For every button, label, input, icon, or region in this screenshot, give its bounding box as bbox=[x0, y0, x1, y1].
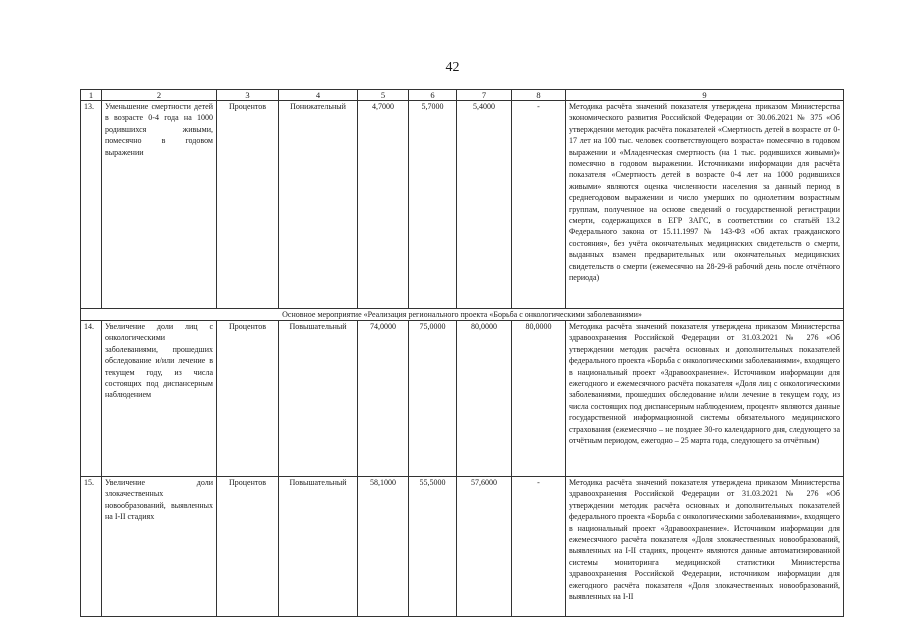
direction-cell: Понижательный bbox=[279, 101, 358, 309]
header-cell: 9 bbox=[566, 90, 844, 101]
indicator-name: Увеличение доли лиц с онкологическими заболеваниями, прошедших обследование и/или лечение в текущем году, из числа состоящих под диспансерным наблюдением bbox=[102, 321, 217, 477]
table-row bbox=[81, 477, 844, 617]
page-number: 42 bbox=[445, 60, 460, 75]
value-col8: - bbox=[512, 101, 566, 309]
value-col5: 4,7000 bbox=[358, 101, 409, 309]
header-cell: 6 bbox=[409, 90, 457, 101]
value-col6: 5,7000 bbox=[409, 101, 457, 309]
header-cell: 1 bbox=[81, 90, 102, 101]
value-col5: 58,1000 bbox=[358, 477, 409, 617]
row-number: 14. bbox=[81, 321, 102, 477]
section-title: Основное мероприятие «Реализация регионального проекта «Борьба с онкологическими заболеваниями» bbox=[81, 309, 844, 321]
header-cell: 8 bbox=[512, 90, 566, 101]
table-row bbox=[81, 321, 844, 477]
row-number: 13. bbox=[81, 101, 102, 309]
method-cell: Методика расчёта значений показателя утверждена приказом Министерства экономического развития Российской Федерации от 30.06.2021 № 375 «Об утверждении методик расчёта показателей «Смертность детей в возрасте от 0-17 лет на 100 тыс. человек соответствующего возраста» помесячно в годовом выражении и «Младенческая смертность (на 1 тыс. родившихся живыми)» помесячно в годовом выражении. Источниками информации для расчёта показателя «Смертность детей в возрасте 0-4 лет на 1000 родившихся живыми» являются оценка численности населения за данный период в среднегодовом выражении и число умерших по однолетним возрастным группам, полученное на основе сведений о государственной регистрации смерти, содержащихся в ЕГР ЗАГС, в соответствии со статьёй 13.2 Федерального закона от 15.11.1997 № 143-ФЗ «Об актах гражданского состояния», без учёта окончательных медицинских свидетельств о смерти, выданных взамен предварительных или окончательных медицинских свидетельств о смерти (ежемесячно на 28-29-й рабочий день после отчётного периода) bbox=[566, 101, 844, 309]
indicator-name: Уменьшение смертности детей в возрасте 0-4 года на 1000 родившихся живыми, помесячно в годовом выражении bbox=[102, 101, 217, 309]
value-col7: 80,0000 bbox=[457, 321, 512, 477]
direction-cell: Повышательный bbox=[279, 321, 358, 477]
section-row bbox=[81, 309, 844, 321]
header-cell: 7 bbox=[457, 90, 512, 101]
header-row bbox=[81, 90, 844, 101]
header-cell: 5 bbox=[358, 90, 409, 101]
direction-cell: Повышательный bbox=[279, 477, 358, 617]
table-row bbox=[81, 101, 844, 309]
unit-cell: Процентов bbox=[217, 101, 279, 309]
header-cell: 3 bbox=[217, 90, 279, 101]
indicator-name: Увеличение доли злокачественных новообразований, выявленных на I-II стадиях bbox=[102, 477, 217, 617]
header-cell: 2 bbox=[102, 90, 217, 101]
value-col8: - bbox=[512, 477, 566, 617]
unit-cell: Процентов bbox=[217, 477, 279, 617]
value-col7: 5,4000 bbox=[457, 101, 512, 309]
header-cell: 4 bbox=[279, 90, 358, 101]
value-col5: 74,0000 bbox=[358, 321, 409, 477]
value-col8: 80,0000 bbox=[512, 321, 566, 477]
indicators-table bbox=[80, 89, 844, 617]
value-col6: 55,5000 bbox=[409, 477, 457, 617]
method-cell: Методика расчёта значений показателя утверждена приказом Министерства здравоохранения Российской Федерации от 31.03.2021 № 276 «Об утверждении методик расчёта основных и дополнительных показателей федерального проекта «Борьба с онкологическими заболеваниями», входящего в национальный проект «Здравоохранение». Источником информации для ежемесячного расчёта показателя «Доля злокачественных новообразований, выявленных на I-II стадиях, процент» являются данные автоматизированной системы мониторинга медицинской статистики Министерства здравоохранения Российской Федерации, источником информации для ежегодного расчёта показателя «Доля злокачественных новообразований, выявленных на I-II bbox=[566, 477, 844, 617]
method-cell: Методика расчёта значений показателя утверждена приказом Министерства здравоохранения Российской Федерации от 31.03.2021 № 276 «Об утверждении методик расчёта основных и дополнительных показателей федерального проекта «Борьба с онкологическими заболеваниями», входящего в национальный проект «Здравоохранение». Источником информации для ежегодного и ежемесячного расчёта показателя «Доля лиц с онкологическими заболеваниями, прошедших обследование и/или лечение в текущем году, из числа состоящих под диспансерным наблюдением, процент» являются данные государственной информационной системы обязательного медицинского страхования (ежемесячно – не позднее 30-го календарного дня, следующего за отчётным периодом, ежегодно – 25 марта года, следующего за отчётным) bbox=[566, 321, 844, 477]
value-col7: 57,6000 bbox=[457, 477, 512, 617]
row-number: 15. bbox=[81, 477, 102, 617]
value-col6: 75,0000 bbox=[409, 321, 457, 477]
unit-cell: Процентов bbox=[217, 321, 279, 477]
